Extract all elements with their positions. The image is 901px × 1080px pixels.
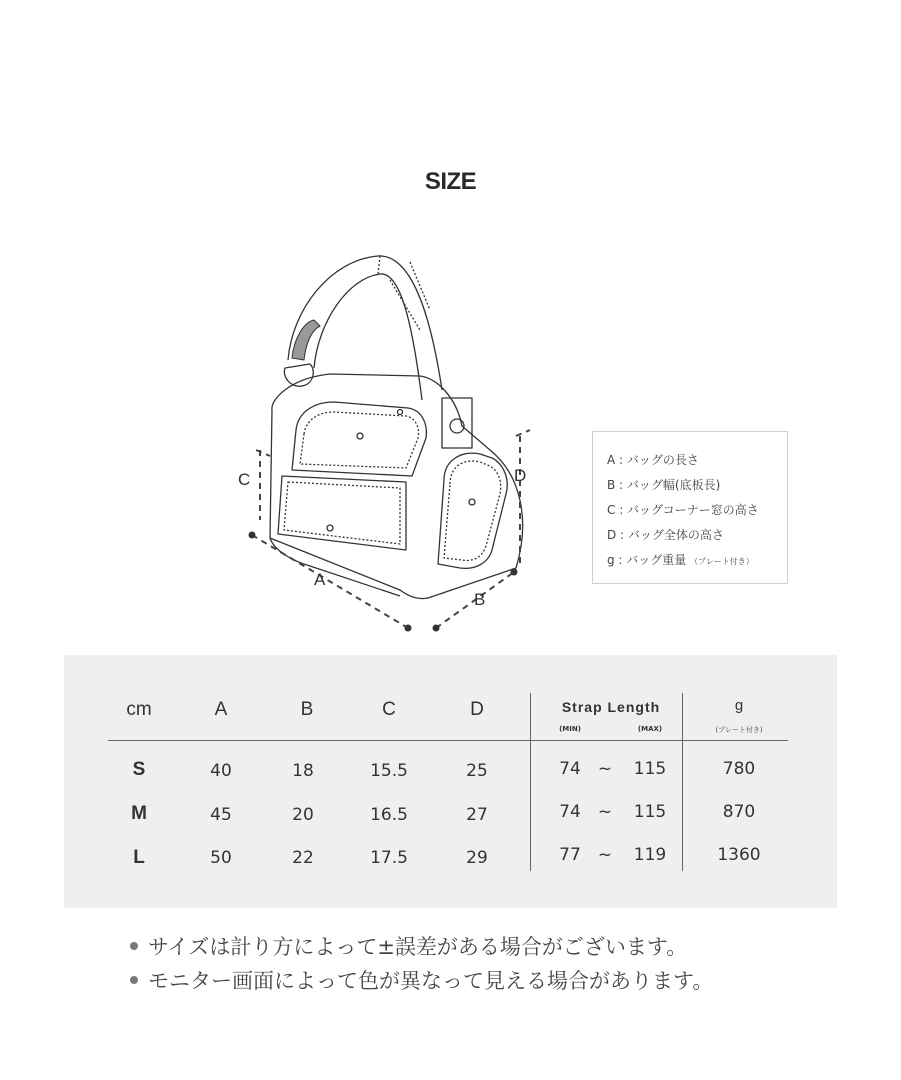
legend-item-b: B : バッグ幅(底板長) (607, 478, 721, 492)
table-cell: 115 (633, 759, 667, 779)
table-cell: 17.5 (370, 848, 408, 868)
header-c: C (382, 699, 396, 720)
dimension-label-c: C (238, 470, 251, 489)
table-cell: ~ (597, 802, 613, 822)
table-cell: 74 (559, 759, 581, 779)
table-cell: 77 (559, 845, 581, 865)
header-d: D (470, 699, 484, 720)
header-weight: g (734, 697, 744, 714)
header-unit: cm (126, 699, 152, 720)
dimension-label-a: A (314, 570, 326, 589)
table-cell: 27 (466, 805, 488, 825)
table-cell: 40 (210, 761, 232, 781)
table-cell: 18 (292, 761, 314, 781)
table-cell: 115 (633, 802, 667, 822)
row-size-label: M (131, 803, 147, 824)
header-strap-max: (MAX) (637, 725, 663, 733)
note-item (130, 964, 713, 998)
bullet-icon (130, 942, 138, 950)
dimension-legend (592, 431, 788, 584)
page-title: SIZE (424, 168, 477, 195)
table-cell: ~ (597, 759, 613, 779)
table-cell: 22 (292, 848, 314, 868)
table-cell: 119 (633, 845, 667, 865)
table-cell: 45 (210, 805, 232, 825)
note-text: サイズは計り方によって±誤差がある場合がございます。 (148, 935, 688, 959)
column-divider (530, 693, 531, 871)
table-cell: 74 (559, 802, 581, 822)
header-strap-length: Strap Length (561, 699, 661, 715)
table-cell: 780 (722, 759, 756, 779)
bag-diagram (230, 250, 560, 640)
notes-list (130, 930, 713, 998)
table-cell: ~ (597, 845, 613, 865)
legend-item-c: C : バッグコーナー窓の高さ (607, 503, 759, 517)
bag-illustration (230, 250, 560, 640)
header-b: B (300, 699, 314, 720)
table-cell: 20 (292, 805, 314, 825)
legend-item-d: D : バッグ全体の高さ (607, 528, 724, 542)
table-cell: 25 (466, 761, 488, 781)
table-cell: 15.5 (370, 761, 408, 781)
header-weight-note: (プレート付き) (715, 726, 763, 734)
dimension-label-d: D (514, 466, 527, 485)
note-text: モニター画面によって色が異なって見える場合があります。 (148, 969, 714, 993)
legend-item-g: g : バッグ重量 （プレート付き） (607, 553, 754, 567)
row-size-label: L (133, 847, 145, 868)
column-divider (682, 693, 683, 871)
size-table (64, 655, 837, 908)
legend-weight-note: （プレート付き） (690, 557, 754, 566)
legend-item-a: A : バッグの長さ (607, 453, 699, 467)
row-size-label: S (132, 759, 146, 780)
table-cell: 870 (722, 802, 756, 822)
table-cell: 50 (210, 848, 232, 868)
table-cell: 16.5 (370, 805, 408, 825)
dimension-label-b: B (474, 590, 486, 609)
header-divider (108, 740, 788, 741)
header-strap-min: (MIN) (559, 725, 581, 733)
bullet-icon (130, 976, 138, 984)
header-a: A (214, 699, 228, 720)
note-item (130, 930, 713, 964)
table-cell: 29 (466, 848, 488, 868)
table-cell: 1360 (717, 845, 761, 865)
